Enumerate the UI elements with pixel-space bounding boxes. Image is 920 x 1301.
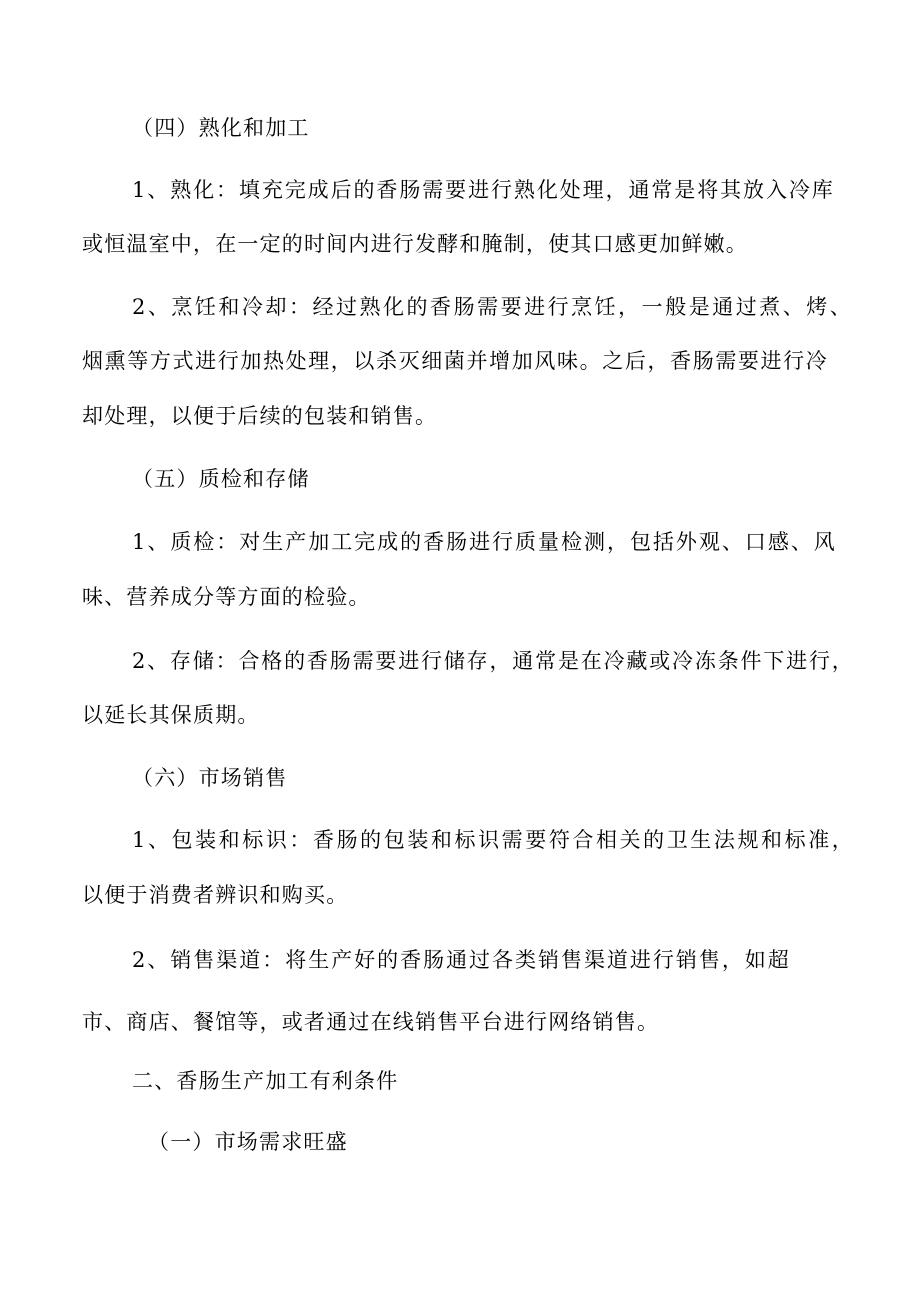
paragraph-line: 或恒温室中，在一定的时间内进行发酵和腌制，使其口感更加鲜嫩。: [82, 232, 748, 256]
paragraph-line: 市、商店、餐馆等，或者通过在线销售平台进行网络销售。: [82, 1010, 660, 1034]
section-heading-5: （五）质检和存储: [132, 467, 310, 491]
section-heading-6: （六）市场销售: [132, 766, 288, 790]
paragraph-line: 却处理，以便于后续的包装和销售。: [82, 404, 438, 428]
paragraph-line: 味、营养成分等方面的检验。: [82, 585, 371, 609]
paragraph-line: 2、销售渠道：将生产好的香肠通过各类销售渠道进行销售，如超: [132, 948, 790, 972]
chapter-heading-2: 二、香肠生产加工有利条件: [132, 1069, 399, 1093]
paragraph-line: 以便于消费者辨识和购买。: [82, 883, 349, 907]
paragraph-line: 1、质检：对生产加工完成的香肠进行质量检测，包括外观、口感、风: [132, 530, 836, 554]
paragraph-line: 以延长其保质期。: [82, 703, 260, 727]
paragraph-line: 1、包装和标识：香肠的包装和标识需要符合相关的卫生法规和标准，: [132, 828, 854, 852]
paragraph-line: 2、存储：合格的香肠需要进行储存，通常是在冷藏或冷冻条件下进行，: [132, 649, 854, 673]
paragraph-line: 烟熏等方式进行加热处理，以杀灭细菌并增加风味。之后，香肠需要进行冷: [82, 349, 828, 373]
section-heading-1: （一）市场需求旺盛: [148, 1130, 348, 1154]
paragraph-line: 2、烹饪和冷却：经过熟化的香肠需要进行烹饪，一般是通过煮、烤、: [132, 295, 852, 319]
paragraph-line: 1、熟化：填充完成后的香肠需要进行熟化处理，通常是将其放入冷库: [132, 178, 834, 202]
section-heading-4: （四）熟化和加工: [132, 116, 310, 140]
